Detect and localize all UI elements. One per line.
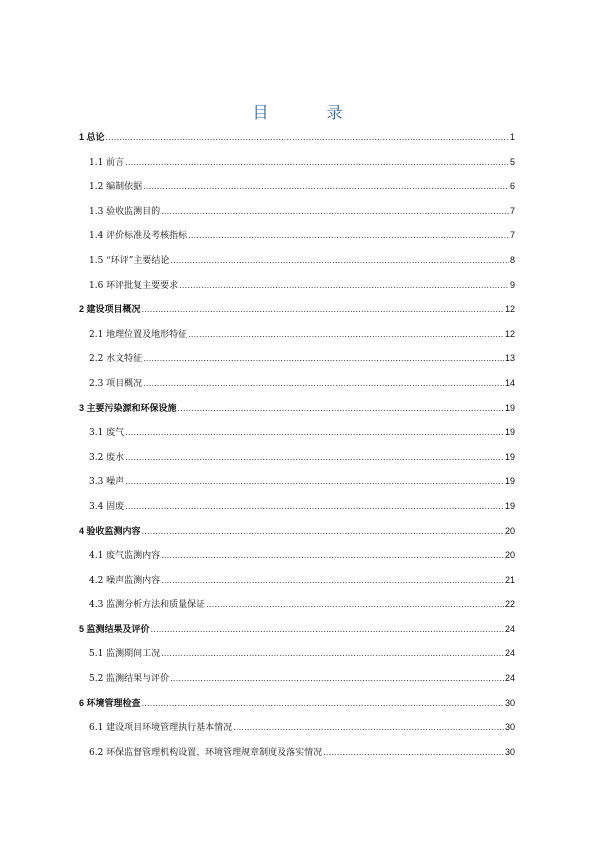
toc-entry[interactable]	[79, 647, 515, 672]
toc-entry-page-number: 19	[504, 451, 515, 462]
toc-entry[interactable]	[79, 549, 515, 574]
toc-entry-label: 2.1 地理位置及地形特征	[89, 329, 188, 340]
toc-leader-dots	[106, 132, 509, 144]
toc-entry[interactable]	[79, 156, 515, 181]
toc-leader-dots	[143, 181, 509, 193]
toc-entry-page-number: 19	[504, 476, 515, 487]
toc-entry[interactable]	[79, 721, 515, 746]
title-char-2: 录	[326, 103, 343, 122]
toc-leader-dots	[323, 747, 504, 759]
toc-entry-label: 4.3 监测分析方法和质量保证	[89, 600, 206, 611]
toc-entry-label: 6 环境管理检查	[79, 697, 141, 708]
toc-entry-page-number: 19	[504, 427, 515, 438]
toc-entry[interactable]	[79, 254, 515, 279]
toc-entry-page-number: 1	[509, 132, 515, 142]
toc-entry-page-number: 22	[504, 599, 515, 610]
toc-entry-label: 4.1 废气监测内容	[89, 551, 161, 562]
toc-leader-dots	[142, 698, 504, 710]
toc-entry-page-number: 30	[504, 697, 515, 708]
toc-entry[interactable]	[79, 229, 515, 254]
toc-entry-label: 5 监测结果及评价	[79, 623, 150, 634]
toc-entry[interactable]	[79, 352, 515, 377]
toc-entry[interactable]	[79, 672, 515, 697]
toc-entry-label: 6.2 环保监督管理机构设置、环境管理规章制度及落实情况	[89, 747, 323, 758]
toc-entry-label: 4 验收监测内容	[79, 525, 141, 536]
toc-leader-dots	[161, 648, 504, 660]
title-char-1: 目	[252, 103, 269, 122]
toc-entry-label: 6.1 建设项目环境管理执行基本情况	[89, 723, 233, 734]
toc-entry[interactable]	[79, 303, 515, 328]
toc-entry-page-number: 24	[504, 648, 515, 659]
toc-entry-page-number: 6	[509, 181, 515, 192]
toc-entry-page-number: 7	[509, 205, 515, 216]
toc-entry[interactable]	[79, 180, 515, 205]
toc-entry-label: 3.1 废气	[89, 428, 125, 439]
toc-entry[interactable]	[79, 525, 515, 550]
toc-entry-label: 1.2 编制依据	[89, 182, 143, 193]
toc-entry[interactable]	[79, 205, 515, 230]
toc-entry-label: 3.3 噪声	[89, 477, 125, 488]
toc-leader-dots	[142, 526, 504, 538]
toc-entry[interactable]	[79, 377, 515, 402]
toc-entry[interactable]	[79, 746, 515, 771]
toc-entry[interactable]	[79, 279, 515, 304]
toc-entry[interactable]	[79, 328, 515, 353]
toc-leader-dots	[125, 157, 509, 169]
toc-entry-label: 1.5 “环评”主要结论	[89, 255, 170, 266]
toc-leader-dots	[161, 575, 504, 587]
toc-leader-dots	[151, 624, 504, 636]
toc-entry-label: 3 主要污染源和环保设施	[79, 402, 177, 413]
toc-leader-dots	[233, 722, 504, 734]
toc-entry-label: 5.2 监测结果与评价	[89, 674, 170, 685]
toc-entry-label: 1.4 评价标准及考核指标	[89, 231, 188, 242]
toc-entry-page-number: 20	[504, 525, 515, 536]
toc-leader-dots	[143, 353, 504, 365]
toc-leader-dots	[188, 329, 504, 341]
toc-entry-label: 2.2 水文特征	[89, 354, 143, 365]
toc-entry[interactable]	[79, 426, 515, 451]
toc-entry-label: 1.6 环评批复主要要求	[89, 280, 179, 291]
toc-entry[interactable]	[79, 131, 515, 156]
toc-entry[interactable]	[79, 598, 515, 623]
toc-entry[interactable]	[79, 574, 515, 599]
toc-leader-dots	[161, 550, 504, 562]
toc-leader-dots	[170, 255, 509, 267]
toc-leader-dots	[178, 403, 504, 415]
toc-leader-dots	[179, 280, 509, 292]
toc-entry-page-number: 30	[504, 746, 515, 757]
toc-entry-page-number: 7	[509, 230, 515, 241]
toc-leader-dots	[143, 378, 504, 390]
toc-entry[interactable]	[79, 475, 515, 500]
toc-entry-page-number: 24	[504, 623, 515, 634]
toc-entry-label: 1 总论	[79, 132, 105, 142]
toc-entry-label: 3.4 固废	[89, 501, 125, 512]
toc-entry-page-number: 9	[509, 279, 515, 290]
toc-entry[interactable]	[79, 623, 515, 648]
toc-entry-page-number: 14	[504, 377, 515, 388]
toc-entry-label: 1.3 验收监测目的	[89, 206, 161, 217]
toc-entry-label: 2.3 项目概况	[89, 378, 143, 389]
toc-leader-dots	[125, 476, 504, 488]
toc-entry-page-number: 8	[509, 254, 515, 265]
toc-leader-dots	[125, 452, 504, 464]
toc-leader-dots	[206, 599, 504, 611]
toc-leader-dots	[188, 230, 509, 242]
toc-entry-page-number: 30	[504, 722, 515, 733]
toc-entry-label: 2 建设项目概况	[79, 304, 141, 315]
page-title	[0, 100, 595, 123]
toc-entry-label: 3.2 废水	[89, 452, 125, 463]
toc-entry-page-number: 24	[504, 673, 515, 684]
table-of-contents	[79, 131, 515, 770]
toc-entry-page-number: 5	[509, 156, 515, 167]
toc-entry[interactable]	[79, 697, 515, 722]
toc-entry[interactable]	[79, 451, 515, 476]
toc-entry-page-number: 19	[504, 402, 515, 413]
toc-entry-page-number: 20	[504, 550, 515, 561]
toc-entry-label: 1.1 前言	[89, 157, 125, 168]
toc-entry-page-number: 12	[504, 328, 515, 339]
toc-entry-page-number: 19	[504, 500, 515, 511]
toc-entry[interactable]	[79, 500, 515, 525]
toc-leader-dots	[125, 427, 504, 439]
toc-entry-label: 5.1 监测期间工况	[89, 649, 161, 660]
toc-entry-label: 4.2 噪声监测内容	[89, 575, 161, 586]
toc-leader-dots	[142, 304, 504, 316]
toc-leader-dots	[170, 673, 504, 685]
toc-leader-dots	[125, 501, 504, 513]
toc-leader-dots	[161, 206, 509, 218]
toc-entry-page-number: 12	[504, 304, 515, 315]
toc-entry[interactable]	[79, 402, 515, 427]
toc-entry-page-number: 13	[504, 353, 515, 364]
toc-entry-page-number: 21	[504, 574, 515, 585]
